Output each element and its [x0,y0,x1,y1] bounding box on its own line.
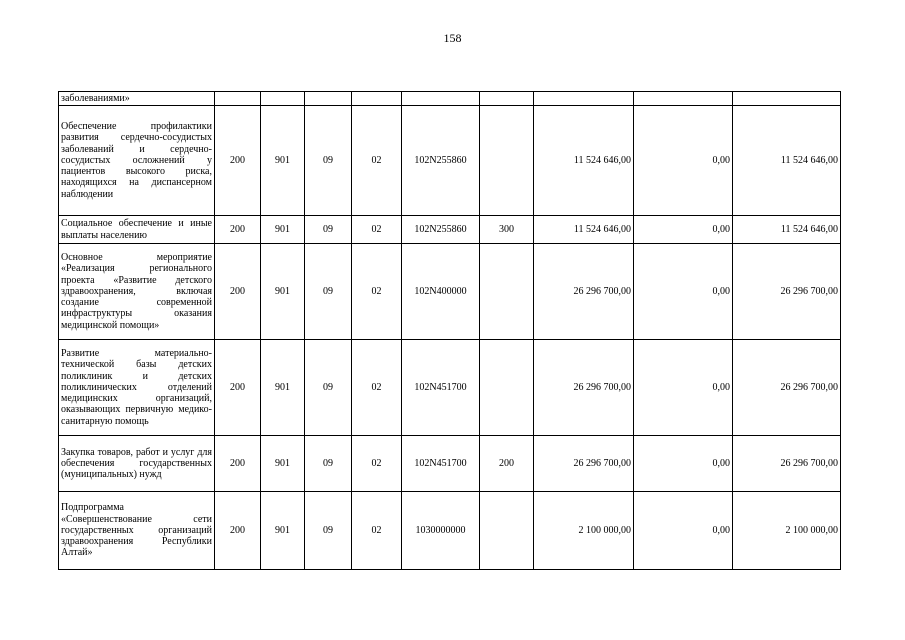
cell-expense: 102N255860 [402,216,480,244]
cell-subsection: 09 [305,244,352,340]
cell-section: 901 [261,340,305,436]
cell-target [352,92,402,106]
cell-change: 26 296 700,00 [534,436,634,492]
cell-total: 11 524 646,00 [733,216,841,244]
cell-sum1 [480,340,534,436]
cell-total: 11 524 646,00 [733,106,841,216]
cell-name: Закупка товаров, работ и услуг для обеспечения государственных (муниципальных) нужд [59,436,215,492]
cell-change: 2 100 000,00 [534,492,634,570]
cell-sum1 [480,92,534,106]
cell-total: 26 296 700,00 [733,436,841,492]
cell-sum1 [480,244,534,340]
table-row [59,244,841,340]
cell-change [534,92,634,106]
cell-sum2: 0,00 [634,340,733,436]
cell-sum2: 0,00 [634,436,733,492]
table-row [59,340,841,436]
cell-target: 02 [352,106,402,216]
cell-sum2: 0,00 [634,216,733,244]
budget-table [58,91,841,570]
table-row [59,492,841,570]
cell-sum2: 0,00 [634,492,733,570]
cell-section: 901 [261,492,305,570]
cell-name: Социальное обеспечение и иные выплаты населению [59,216,215,244]
cell-sum2: 0,00 [634,244,733,340]
cell-change: 11 524 646,00 [534,216,634,244]
page-number: 158 [443,31,462,45]
cell-target: 02 [352,340,402,436]
cell-section: 901 [261,244,305,340]
cell-change: 11 524 646,00 [534,106,634,216]
cell-admin: 200 [215,436,261,492]
cell-total: 2 100 000,00 [733,492,841,570]
cell-change: 26 296 700,00 [534,244,634,340]
cell-subsection: 09 [305,436,352,492]
cell-subsection: 09 [305,216,352,244]
cell-sum1: 300 [480,216,534,244]
table-row [59,436,841,492]
cell-subsection [305,92,352,106]
cell-expense: 102N400000 [402,244,480,340]
cell-target: 02 [352,244,402,340]
cell-expense: 102N255860 [402,106,480,216]
cell-sum1 [480,106,534,216]
cell-admin: 200 [215,216,261,244]
cell-admin: 200 [215,244,261,340]
table-row [59,92,841,106]
cell-admin: 200 [215,106,261,216]
cell-expense: 102N451700 [402,436,480,492]
cell-section [261,92,305,106]
cell-section: 901 [261,216,305,244]
cell-target: 02 [352,492,402,570]
cell-subsection: 09 [305,340,352,436]
cell-target: 02 [352,436,402,492]
cell-subsection: 09 [305,106,352,216]
cell-change: 26 296 700,00 [534,340,634,436]
cell-total: 26 296 700,00 [733,340,841,436]
cell-sum1: 200 [480,436,534,492]
cell-sum2 [634,92,733,106]
cell-expense: 102N451700 [402,340,480,436]
cell-name: Развитие материально-технической базы детских поликлиник и детских поликлинических отделений медицинских организаций, оказывающих первичную медико-санитарную помощь [59,340,215,436]
cell-total: 26 296 700,00 [733,244,841,340]
cell-section: 901 [261,436,305,492]
cell-admin: 200 [215,340,261,436]
cell-admin: 200 [215,492,261,570]
cell-name: Обеспечение профилактики развития сердечно-сосудистых заболеваний и сердечно-сосудистых осложнений у пациентов высокого риска, находящихся на диспансерном наблюдении [59,106,215,216]
cell-subsection: 09 [305,492,352,570]
cell-name: Основное мероприятие «Реализация регионального проекта «Развитие детского здравоохранения, включая создание современной инфраструктуры оказания медицинской помощи» [59,244,215,340]
cell-section: 901 [261,106,305,216]
cell-sum2: 0,00 [634,106,733,216]
table-row [59,216,841,244]
cell-name: Подпрограмма «Совершенствование сети государственных организаций здравоохранения Республики Алтай» [59,492,215,570]
cell-expense: 1030000000 [402,492,480,570]
table-row [59,106,841,216]
cell-total [733,92,841,106]
cell-target: 02 [352,216,402,244]
cell-sum1 [480,492,534,570]
cell-expense [402,92,480,106]
cell-name: заболеваниями» [59,92,215,106]
cell-admin [215,92,261,106]
